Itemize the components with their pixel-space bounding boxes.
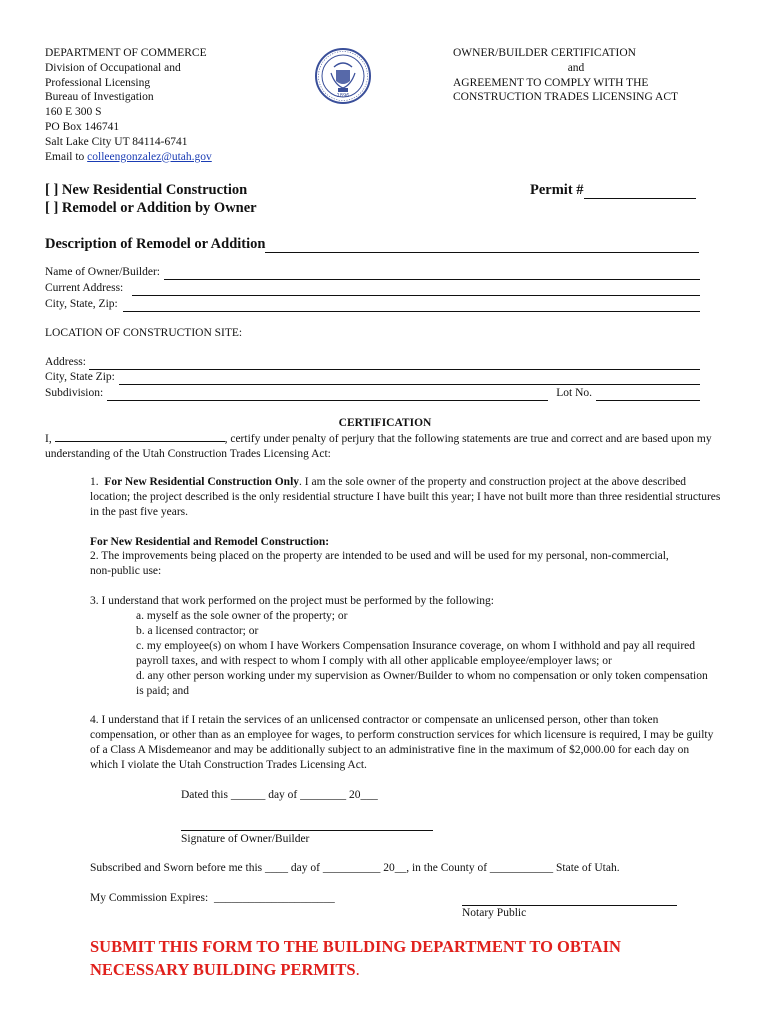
item-3-b: b. a licensed contractor; or xyxy=(136,625,259,637)
item-1 xyxy=(90,475,726,520)
seal-year: 1896 xyxy=(336,93,350,99)
notary-label: Notary Public xyxy=(462,907,527,919)
item-4-text: 4. I understand that if I retain the services of an unlicensed contractor or compensate an unlicensed person, other than token compensation, or other than as an employee for wages, to perform construction services for which licensure is required, I may be guilty of a Class A Misdemeanor and may be additionally subject to an administrative fine in the maximum of $2,000.00 for each day on which I violate the Utah Construction Trades Licensing Act. xyxy=(90,714,714,771)
option-new-residential[interactable]: [ ] New Residential Construction xyxy=(45,182,248,198)
item-3-d: d. any other person working under my supervision as Owner/Builder to whom no compensation or only token compensation is paid; and xyxy=(136,670,708,697)
current-address-label: Current Address: xyxy=(45,282,124,294)
form-title-line: AGREEMENT TO COMPLY WITH THE xyxy=(453,76,649,89)
agency-line: Salt Lake City UT 84114-6741 xyxy=(45,135,188,148)
site-address-label: Address: xyxy=(45,356,86,368)
owner-name-label: Name of Owner/Builder: xyxy=(45,266,160,278)
commission-input[interactable]: _____________________ xyxy=(213,892,335,904)
subdivision-field xyxy=(45,386,700,401)
owner-city-label: City, State, Zip: xyxy=(45,298,118,310)
option-remodel[interactable]: [ ] Remodel or Addition by Owner xyxy=(45,200,257,216)
intro-prefix: I, xyxy=(45,433,52,445)
submit-notice-line-2-text: NECESSARY BUILDING PERMITS xyxy=(90,960,356,979)
form-title-block xyxy=(453,46,699,105)
submit-notice-line-1: SUBMIT THIS FORM TO THE BUILDING DEPARTMENT TO OBTAIN xyxy=(90,937,621,956)
certification-intro xyxy=(45,430,717,462)
agency-line: PO Box 146741 xyxy=(45,120,120,133)
permit-number-input[interactable] xyxy=(584,185,696,199)
owner-city-field xyxy=(45,297,700,312)
certifier-name-input[interactable] xyxy=(55,430,225,442)
dated-line[interactable]: Dated this ______ day of ________ 20___ xyxy=(181,789,378,801)
agency-line: Division of Occupational and xyxy=(45,61,181,74)
email-link[interactable]: colleengonzalez@utah.gov xyxy=(87,150,212,163)
owner-name-field xyxy=(45,265,700,280)
current-address-field xyxy=(45,281,700,296)
email-line xyxy=(45,150,212,165)
owner-city-input[interactable] xyxy=(123,300,700,312)
subscribed-line[interactable]: Subscribed and Sworn before me this ____ day of __________ 20__, in the County of ___________ State of Utah. xyxy=(90,862,620,874)
permit-number-field xyxy=(530,181,696,199)
site-address-field xyxy=(45,355,700,370)
item-1-bold: For New Residential Construction Only xyxy=(104,476,300,488)
state-seal-icon xyxy=(314,47,372,105)
permit-label: Permit # xyxy=(530,182,584,198)
item-3-c: c. my employee(s) on whom I have Workers Compensation Insurance coverage, on whom I withhold and pay all required payroll taxes, and with respect to whom I comply with all other applicable employee/employer laws; or xyxy=(136,640,696,667)
subdivision-label: Subdivision: xyxy=(45,387,104,399)
description-field xyxy=(45,235,699,253)
agency-line: DEPARTMENT OF COMMERCE xyxy=(45,47,207,59)
site-city-label: City, State Zip: xyxy=(45,371,115,383)
current-address-input[interactable] xyxy=(132,284,700,296)
form-title-line: OWNER/BUILDER CERTIFICATION xyxy=(453,47,636,59)
item-2-text: 2. The improvements being placed on the property are intended to be used and will be used for my personal, non-commercial, non-public use: xyxy=(90,550,669,577)
owner-name-input[interactable] xyxy=(164,268,700,280)
signature-label: Signature of Owner/Builder xyxy=(181,833,310,845)
owner-signature-input[interactable] xyxy=(181,829,433,831)
form-title-line: CONSTRUCTION TRADES LICENSING ACT xyxy=(453,91,679,104)
lot-label: Lot No. xyxy=(556,387,592,399)
item-3-text: 3. I understand that work performed on the project must be performed by the following: xyxy=(90,595,494,607)
certification-heading: CERTIFICATION xyxy=(338,417,432,429)
site-city-field xyxy=(45,370,700,385)
site-address-input[interactable] xyxy=(89,358,700,370)
agency-line: 160 E 300 S xyxy=(45,106,102,119)
item-1-text: . I am the sole owner of the property and construction project at the above described location; the project described is the only residential structure I have built this year; I have not built more than three residential structures in the past five years. xyxy=(90,476,721,518)
submit-notice-line-2 xyxy=(90,958,621,981)
agency-line: Professional Licensing xyxy=(45,76,151,89)
commission-label: My Commission Expires: xyxy=(90,892,209,904)
item-2-heading: For New Residential and Remodel Construction: xyxy=(90,536,330,548)
site-city-input[interactable] xyxy=(119,373,700,385)
agency-line: Bureau of Investigation xyxy=(45,91,154,104)
description-input[interactable] xyxy=(265,239,699,253)
item-1-number: 1. xyxy=(90,476,99,488)
item-3-a: a. myself as the sole owner of the property; or xyxy=(136,610,348,622)
email-prefix: Email to xyxy=(45,150,88,163)
location-heading: LOCATION OF CONSTRUCTION SITE: xyxy=(45,327,243,339)
commission-field xyxy=(90,891,335,906)
subdivision-input[interactable] xyxy=(107,389,548,401)
intro-text: , certify under penalty of perjury that the following statements are true and correct and are based upon my understanding of the Utah Construction Trades Licensing Act: xyxy=(45,433,712,460)
submit-notice xyxy=(90,935,621,981)
submit-notice-period: . xyxy=(355,960,360,979)
form-title-line: and xyxy=(567,61,585,74)
agency-address-block xyxy=(45,46,212,164)
lot-input[interactable] xyxy=(596,389,700,401)
description-label: Description of Remodel or Addition xyxy=(45,236,266,252)
